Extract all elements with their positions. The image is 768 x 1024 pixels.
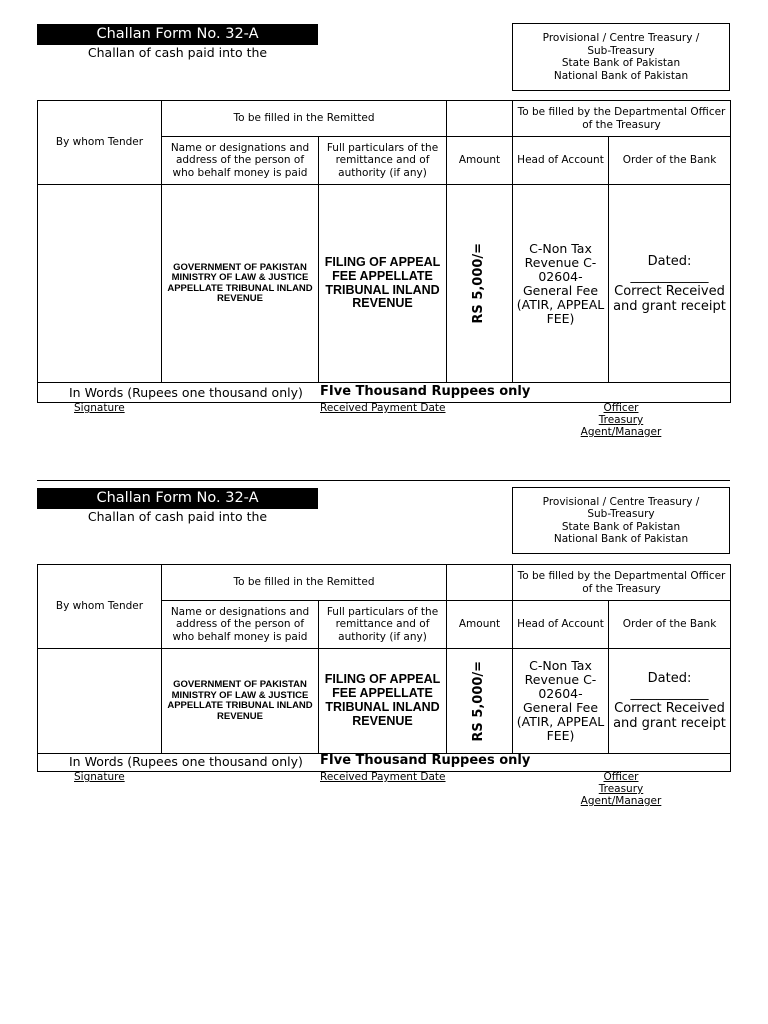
dated-line: ____________: [630, 268, 709, 284]
dated-label: Dated:: [647, 671, 692, 686]
officer-line: Officer: [603, 402, 639, 414]
form-title: Challan Form No. 32-A: [37, 24, 318, 45]
amount-value: RS 5,000/=: [471, 660, 487, 742]
officer-signature-block: [575, 402, 667, 438]
order-text: Correct Received and grant receipt: [613, 701, 726, 731]
treasury-line: Provisional / Centre Treasury /: [542, 495, 700, 508]
treasury-line: Provisional / Centre Treasury /: [542, 32, 700, 44]
particulars-cell: FILING OF APPEAL FEE APPELLATE TRIBUNAL INLAND REVENUE: [318, 648, 447, 754]
order-text: Correct Received and grant receipt: [613, 283, 726, 314]
treasury-line: Sub-Treasury: [587, 44, 655, 57]
tender-cell: [37, 648, 162, 754]
form-divider: [37, 480, 730, 481]
amount-cell: [446, 648, 513, 754]
blank-header: [446, 100, 513, 137]
in-words-value: FIve Thousand Ruppees only: [320, 753, 531, 768]
name-column-header: Name or designations and address of the person of who behalf money is paid: [161, 136, 319, 185]
tender-cell: [37, 184, 162, 383]
amount-cell: [446, 184, 513, 383]
in-words-label: In Words (Rupees one thousand only): [69, 754, 303, 769]
officer-line: Treasury: [598, 414, 644, 426]
signature-label: Signature: [74, 402, 125, 414]
head-column-header: Head of Account: [512, 600, 609, 649]
form-subtitle: Challan of cash paid into the: [87, 509, 268, 524]
amount-column-header: Amount: [446, 136, 513, 185]
treasury-line: State Bank of Pakistan: [561, 520, 681, 533]
by-whom-header: By whom Tender: [37, 100, 162, 185]
officer-signature-block: [575, 771, 667, 807]
form-subtitle: Challan of cash paid into the: [87, 45, 268, 60]
officer-line: Agent/Manager: [580, 426, 662, 438]
dated-label: Dated:: [647, 253, 692, 269]
bank-order-cell: [608, 648, 731, 754]
payer-name-cell: GOVERNMENT OF PAKISTAN MINISTRY OF LAW & JUSTICE APPELLATE TRIBUNAL INLAND REVENUE: [161, 184, 319, 383]
signature-label: Signature: [74, 771, 125, 783]
by-whom-header: By whom Tender: [37, 564, 162, 649]
particulars-cell: FILING OF APPEAL FEE APPELLATE TRIBUNAL INLAND REVENUE: [318, 184, 447, 383]
departmental-header: To be filled by the Departmental Officer of the Treasury: [512, 100, 731, 137]
dated-line: ____________: [630, 686, 709, 701]
remitted-header: To be filled in the Remitted: [161, 564, 447, 601]
received-payment-date-label: Received Payment Date: [320, 402, 446, 414]
officer-line: Officer: [603, 771, 639, 783]
blank-header: [446, 564, 513, 601]
head-column-header: Head of Account: [512, 136, 609, 185]
treasury-line: State Bank of Pakistan: [561, 57, 681, 69]
bank-order-cell: [608, 184, 731, 383]
in-words-value: FIve Thousand Ruppees only: [320, 384, 531, 399]
treasury-line: National Bank of Pakistan: [553, 69, 689, 82]
payer-name-cell: GOVERNMENT OF PAKISTAN MINISTRY OF LAW & JUSTICE APPELLATE TRIBUNAL INLAND REVENUE: [161, 648, 319, 754]
remitted-header: To be filled in the Remitted: [161, 100, 447, 137]
treasury-box: [512, 487, 730, 554]
departmental-header: To be filled by the Departmental Officer of the Treasury: [512, 564, 731, 601]
treasury-line: Sub-Treasury: [587, 508, 655, 520]
order-column-header: Order of the Bank: [608, 136, 731, 185]
form-title: Challan Form No. 32-A: [37, 488, 318, 509]
particulars-column-header: Full particulars of the remittance and of authority (if any): [318, 600, 447, 649]
treasury-box: [512, 23, 730, 91]
received-payment-date-label: Received Payment Date: [320, 771, 446, 783]
amount-column-header: Amount: [446, 600, 513, 649]
head-of-account-cell: C-Non Tax Revenue C-02604- General Fee (ATIR, APPEAL FEE): [512, 184, 609, 383]
name-column-header: Name or designations and address of the person of who behalf money is paid: [161, 600, 319, 649]
officer-line: Agent/Manager: [580, 795, 662, 807]
officer-line: Treasury: [598, 783, 644, 795]
head-of-account-cell: C-Non Tax Revenue C-02604- General Fee (ATIR, APPEAL FEE): [512, 648, 609, 754]
in-words-label: In Words (Rupees one thousand only): [69, 385, 303, 400]
particulars-column-header: Full particulars of the remittance and of authority (if any): [318, 136, 447, 185]
treasury-line: National Bank of Pakistan: [553, 533, 689, 545]
order-column-header: Order of the Bank: [608, 600, 731, 649]
amount-value: RS 5,000/=: [471, 243, 487, 324]
